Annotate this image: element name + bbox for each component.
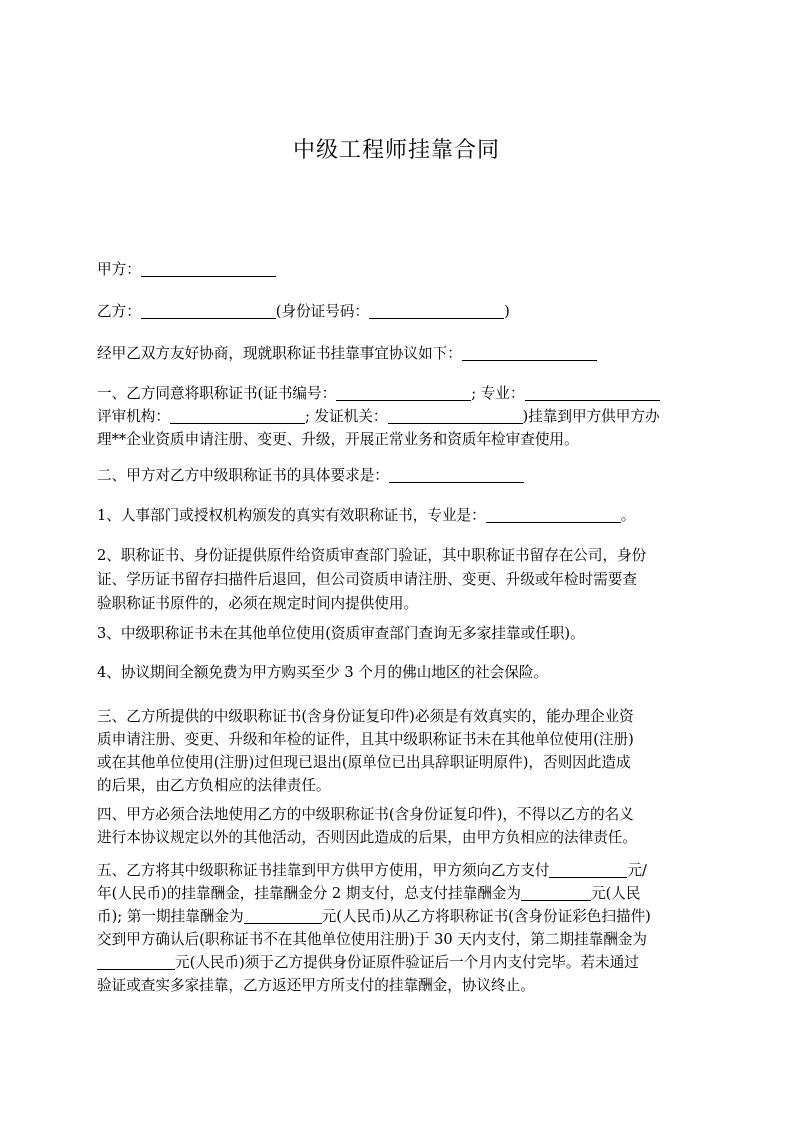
clause-1-line-3: 理**企业资质申请注册、变更、升级，开展正常业务和资质年检审查使用。 — [97, 431, 579, 448]
party-a-line — [97, 258, 276, 281]
intro-line — [97, 342, 597, 365]
clause-1-text-c: )挂靠到甲方供甲方办 — [522, 408, 660, 425]
clause-5-line-4: 交到甲方确认后(职称证书不在其他单位使用注册)于 30 天内支付，第二期挂靠酬金为 — [97, 931, 648, 948]
requirement-1-major-blank[interactable] — [486, 505, 621, 523]
clause-5-line-5 — [97, 951, 702, 974]
clause-5-text-5: 元(人民币)须于乙方提供身份证原件验证后一个月内支付完毕。若未通过 — [175, 954, 639, 971]
major-blank[interactable] — [525, 383, 660, 401]
clause-3-line-2: 质申请注册、变更、升级和年检的证件，且其中级职称证书未在其他单位使用(注册) — [97, 731, 634, 748]
clause-2-text: 二、甲方对乙方中级职称证书的具体要求是： — [97, 467, 389, 484]
issuing-org-blank[interactable] — [388, 406, 523, 424]
clause-5-line-1 — [97, 859, 702, 882]
clause-5-line-6: 验证或查实多家挂靠，乙方返还甲方所支付的挂靠酬金，协议终止。 — [97, 977, 535, 994]
intro-blank[interactable] — [462, 343, 597, 361]
requirement-3-line: 3、中级职称证书未在其他单位使用(资质审查部门查询无多家挂靠或任职)。 — [97, 625, 585, 642]
clause-3 — [97, 705, 702, 797]
clause-1-text-a: 一、乙方同意将职称证书(证书编号： — [97, 385, 337, 402]
clause-5-line-2 — [97, 882, 702, 905]
document-title: 中级工程师挂靠合同 — [292, 138, 500, 163]
party-b-id-close: ) — [504, 303, 510, 320]
party-a-name-blank[interactable] — [141, 259, 276, 277]
clause-5-text-2: 年(人民币)的挂靠酬金，挂靠酬金分 2 期支付，总支付挂靠酬金为 — [97, 885, 521, 902]
clause-4 — [97, 803, 702, 849]
second-payment-blank[interactable] — [97, 952, 175, 970]
party-a-label: 甲方： — [97, 261, 141, 278]
party-b-label: 乙方： — [97, 303, 141, 320]
party-b-line — [97, 300, 510, 323]
review-org-blank[interactable] — [170, 406, 305, 424]
issuing-org-label: ; 发证机关： — [304, 408, 388, 425]
clause-5-text-1: 五、乙方将其中级职称证书挂靠到甲方供甲方使用，甲方须向乙方支付 — [97, 862, 550, 879]
first-payment-blank[interactable] — [244, 906, 322, 924]
party-b-id-blank[interactable] — [369, 301, 504, 319]
requirement-2 — [97, 544, 702, 616]
clause-5-text-3: 币); 第一期挂靠酬金为 — [97, 908, 244, 925]
clause-2-blank[interactable] — [389, 465, 524, 483]
clause-5-unit-2: 元(人民 — [590, 885, 641, 902]
clause-1 — [97, 382, 702, 451]
clause-5-text-3b: 元(人民币)从乙方将职称证书(含身份证彩色扫描件) — [321, 908, 651, 925]
party-b-id-label: (身份证号码： — [275, 303, 370, 320]
clause-5 — [97, 859, 702, 997]
total-fee-blank[interactable] — [521, 883, 591, 901]
requirement-2-line-2: 证、学历证书留存扫描件后退回，但公司资质申请注册、变更、升级或年检时需要查 — [97, 571, 637, 588]
annual-fee-blank[interactable] — [549, 860, 627, 878]
clause-4-line-1: 四、甲方必须合法地使用乙方的中级职称证书(含身份证复印件)，不得以乙方的名义 — [97, 806, 634, 823]
clause-1-major-label: ; 专业： — [471, 385, 525, 402]
requirement-4-line: 4、协议期间全额免费为甲方购买至少 3 个月的佛山地区的社会保险。 — [97, 664, 549, 681]
clause-5-line-3 — [97, 905, 702, 928]
clause-1-line-1 — [97, 382, 702, 405]
clause-4-line-2: 进行本协议规定以外的其他活动，否则因此造成的后果，由甲方负相应的法律责任。 — [97, 829, 637, 846]
requirement-1-line — [97, 504, 635, 527]
requirement-1-text: 1、人事部门或授权机构颁发的真实有效职称证书，专业是： — [97, 507, 486, 524]
clause-2-line — [97, 464, 524, 487]
clause-5-unit-1: 元/ — [627, 862, 647, 879]
requirement-2-line-1: 2、职称证书、身份证提供原件给资质审查部门验证，其中职称证书留存在公司，身份 — [97, 547, 647, 564]
clause-3-line-4: 的后果，由乙方负相应的法律责任。 — [97, 777, 331, 794]
requirement-2-line-3: 验职称证书原件的，必须在规定时间内提供使用。 — [97, 595, 419, 612]
requirement-1-end: 。 — [620, 507, 636, 524]
certificate-number-blank[interactable] — [336, 383, 471, 401]
party-b-name-blank[interactable] — [141, 301, 276, 319]
review-org-label: 评审机构： — [97, 408, 170, 425]
clause-3-line-3: 或在其他单位使用(注册)过但现已退出(原单位已出具辞职证明原件)，否则因此造成 — [97, 754, 631, 771]
clause-3-line-1: 三、乙方所提供的中级职称证书(含身份证复印件)必须是有效真实的，能办理企业资 — [97, 708, 634, 725]
clause-1-line-2 — [97, 405, 702, 428]
intro-text: 经甲乙双方友好协商，现就职称证书挂靠事宜协议如下： — [97, 345, 462, 362]
